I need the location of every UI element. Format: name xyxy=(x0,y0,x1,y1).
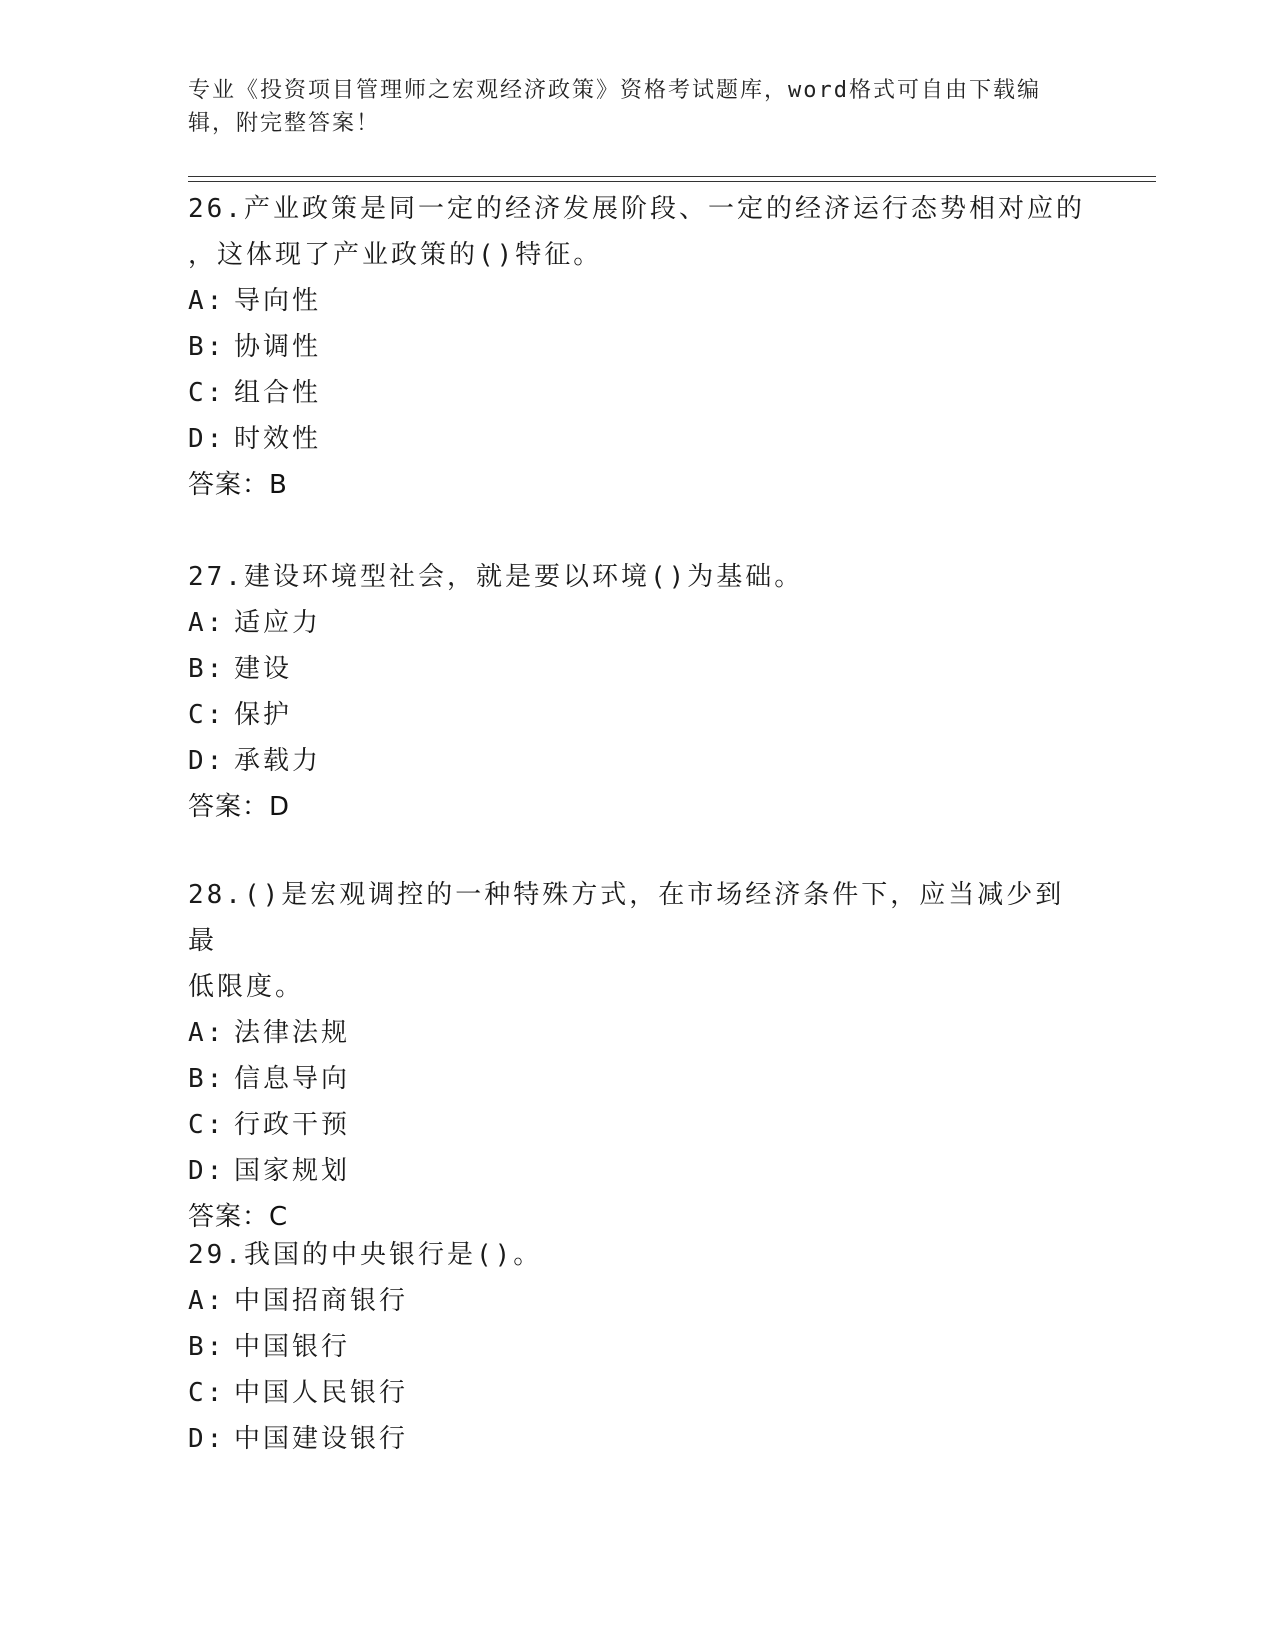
option-text: 组合性 xyxy=(234,378,322,408)
option-key: C: xyxy=(188,1378,226,1408)
option-text: 协调性 xyxy=(234,332,322,362)
header-divider-top xyxy=(188,176,1156,177)
option-text: 中国建设银行 xyxy=(234,1424,409,1454)
option-a xyxy=(188,1010,1088,1056)
option-d xyxy=(188,1416,1088,1462)
option-text: 保护 xyxy=(234,700,293,730)
option-key: D: xyxy=(188,424,226,454)
document-header xyxy=(188,74,1068,140)
option-key: A: xyxy=(188,286,226,316)
question-28 xyxy=(188,872,1088,1240)
question-stem-line-1: 28.()是宏观调控的一种特殊方式，在市场经济条件下，应当减少到最 xyxy=(188,880,1065,956)
option-key: B: xyxy=(188,654,226,684)
option-text: 中国招商银行 xyxy=(234,1286,409,1316)
option-text: 中国银行 xyxy=(234,1332,351,1362)
option-a xyxy=(188,278,1088,324)
option-key: B: xyxy=(188,332,226,362)
question-stem-line-1: 29.我国的中央银行是()。 xyxy=(188,1240,543,1270)
option-a xyxy=(188,600,1088,646)
option-text: 承载力 xyxy=(234,746,322,776)
option-key: B: xyxy=(188,1064,226,1094)
option-d xyxy=(188,1148,1088,1194)
option-key: A: xyxy=(188,1286,226,1316)
answer-line: 答案：C xyxy=(188,1202,289,1232)
header-line-2: 辑，附完整答案！ xyxy=(188,111,381,136)
option-text: 适应力 xyxy=(234,608,322,638)
question-stem-line-2: 低限度。 xyxy=(188,972,305,1002)
option-b xyxy=(188,324,1088,370)
option-b xyxy=(188,646,1088,692)
header-divider-bottom xyxy=(188,181,1156,182)
question-stem-line-1: 27.建设环境型社会，就是要以环境()为基础。 xyxy=(188,562,804,592)
option-c xyxy=(188,370,1088,416)
answer-line: 答案：B xyxy=(188,470,288,500)
option-key: C: xyxy=(188,1110,226,1140)
question-stem-line-1: 26.产业政策是同一定的经济发展阶段、一定的经济运行态势相对应的 xyxy=(188,194,1085,224)
option-c xyxy=(188,1102,1088,1148)
option-text: 中国人民银行 xyxy=(234,1378,409,1408)
option-text: 建设 xyxy=(234,654,293,684)
header-line-1: 专业《投资项目管理师之宏观经济政策》资格考试题库，word格式可自由下载编 xyxy=(188,78,1041,103)
option-b xyxy=(188,1324,1088,1370)
option-text: 导向性 xyxy=(234,286,322,316)
option-key: D: xyxy=(188,746,226,776)
option-a xyxy=(188,1278,1088,1324)
option-key: D: xyxy=(188,1156,226,1186)
option-key: A: xyxy=(188,1018,226,1048)
option-b xyxy=(188,1056,1088,1102)
answer-line: 答案：D xyxy=(188,792,291,822)
option-key: C: xyxy=(188,700,226,730)
option-text: 行政干预 xyxy=(234,1110,351,1140)
question-27 xyxy=(188,554,1088,830)
question-stem-line-2: ，这体现了产业政策的()特征。 xyxy=(188,240,603,270)
question-26 xyxy=(188,186,1088,508)
question-29 xyxy=(188,1232,1088,1462)
option-text: 时效性 xyxy=(234,424,322,454)
option-key: B: xyxy=(188,1332,226,1362)
option-c xyxy=(188,1370,1088,1416)
option-d xyxy=(188,738,1088,784)
option-c xyxy=(188,692,1088,738)
option-text: 法律法规 xyxy=(234,1018,351,1048)
option-text: 国家规划 xyxy=(234,1156,351,1186)
option-key: A: xyxy=(188,608,226,638)
option-key: C: xyxy=(188,378,226,408)
option-text: 信息导向 xyxy=(234,1064,351,1094)
option-d xyxy=(188,416,1088,462)
option-key: D: xyxy=(188,1424,226,1454)
